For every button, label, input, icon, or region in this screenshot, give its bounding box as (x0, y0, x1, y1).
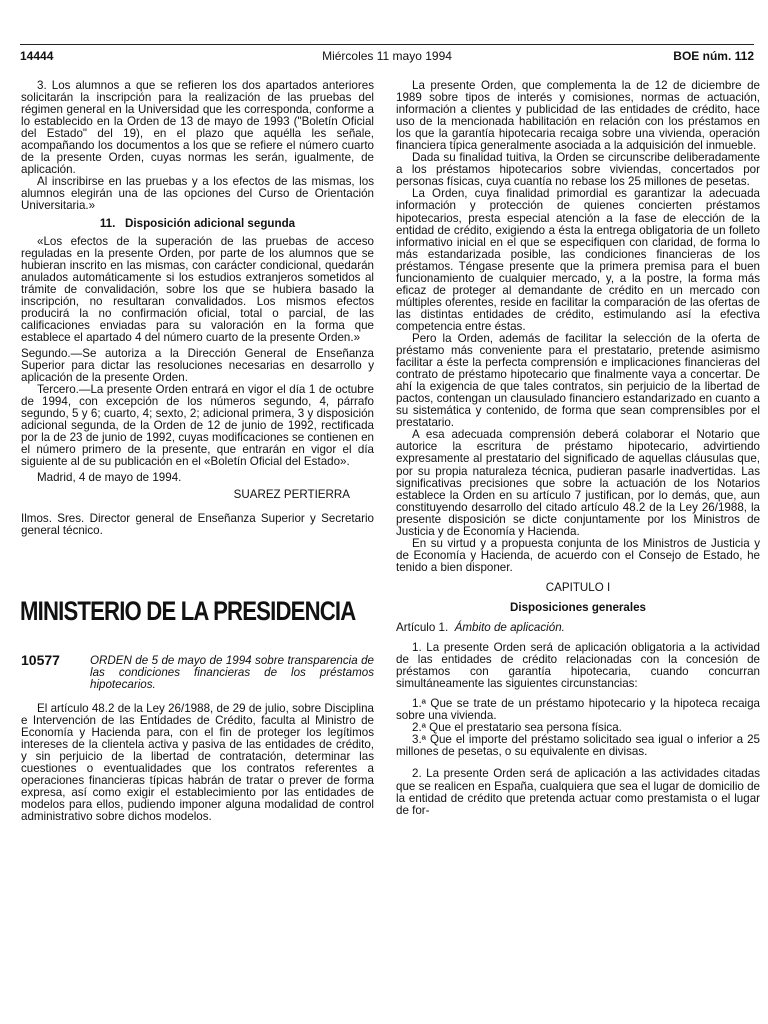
condition-item: 2.ª Que el prestatario sea persona física. (412, 721, 622, 735)
page-number: 14444 (20, 49, 54, 63)
section-number: 11. (99, 216, 116, 230)
order-number: 10577 (21, 651, 60, 668)
paragraph: La Orden, cuya finalidad primordial es garantizar la adecuada información y protección de quienes concierten préstamos hipotecarios, presta especial atención a la fase de elección de la entidad de crédito, exigiendo a ésta la entrega obligatoria de un folleto informativo inicial en el que se especifiquen con claridad, de forma lo más estandarizada posible, las condiciones financieras de los préstamos. Téngase presente que la primera premisa para el buen funcionamiento de cualquier mercado, y, a la postre, la forma más eficaz de proteger al demandante de crédito en un mercado con múltiples oferentes, reside en facilitar la comparación de las ofertas de las distintas entidades de crédito, estimulando así la efectiva competencia entre éstas. (396, 187, 760, 333)
left-column (21, 80, 374, 823)
paragraph: Tercero.—La presente Orden entrará en vigor el día 1 de octubre de 1994, con excepción de los números segundo, 4, párrafo segundo, 5 y 6; cuarto, 4; sexto, 2; adicional primera, 3 y disposición adicional segunda, de la Orden de 12 de junio de 1992, rectificada por la de 23 de junio de 1992, cuyas modificaciones se contienen en el número primero de la presente, que entrarán en vigor el día siguiente al de su publicación en el «Boletín Oficial del Estado». (21, 383, 374, 469)
ministry-heading: MINISTERIO DE LA PRESIDENCIA (20, 595, 356, 626)
paragraph: El artículo 48.2 de la Ley 26/1988, de 29 de julio, sobre Disciplina e Intervención de las Entidades de Crédito, faculta al Ministro de Economía y Hacienda para, con el fin de proteger los legítimos intereses de la clientela activa y pasiva de las entidades de crédito, y sin perjuicio de la libertad de contratación, determinar las cuestiones o eventualidades que los contratos referentes a operaciones financieras típicas habrán de tratar o prever de forma expresa, así como exigir el establecimiento por las entidades de modelos para ellos, pudiendo imponer alguna modalidad de control administrativo sobre dichos modelos. (21, 701, 374, 824)
order-heading (21, 651, 374, 691)
article-title: Ámbito de aplicación. (454, 621, 565, 635)
issue-date: Miércoles 11 mayo 1994 (322, 49, 452, 63)
bulletin-number: BOE núm. 112 (673, 49, 754, 63)
place-date: Madrid, 4 de mayo de 1994. (37, 471, 182, 485)
top-rule (20, 44, 754, 45)
paragraph: 3. Los alumnos a que se refieren los dos apartados anteriores solicitarán la inscripción para la realización de las pruebas del régimen general en la Universidad que les corresponda, conforme a lo establecido en la Orden de 13 de mayo de 1993 ("Boletín Oficial del Estado" del 19), en el plazo que aquélla les señale, acompañando los documentos a los que se refiere el número cuarto de la presente Orden, cuyas normas les serán, igualmente, de aplicación. (21, 79, 374, 177)
paragraph: «Los efectos de la superación de las pruebas de acceso reguladas en la presente Orden, por parte de los alumnos que se hubieran inscrito en las mismas, con carácter condicional, quedarán anulados automáticamente si los estudios extranjeros sometidos al trámite de convalidación, sobre los que se hubiera basado la inscripción, no resultaran convalidados. Los mismos efectos producirá la no confirmación oficial, total o parcial, de las calificaciones enviadas para su valoración en la forma que establece el apartado 4 del número cuarto de la presente Orden.» (21, 234, 374, 344)
article-label: Artículo 1. (396, 621, 449, 635)
paragraph: Al inscribirse en las pruebas y a los efectos de las mismas, los alumnos elegirán una de las opciones del Curso de Orientación Universitaria.» (21, 175, 374, 213)
paragraph: 1. La presente Orden será de aplicación obligatoria a la actividad de las entidades de crédito relacionadas con la concesión de préstamos con garantía hipotecaria, cuando concurran simultáneamente las siguientes circunstancias: (396, 641, 760, 691)
paragraph: 2. La presente Orden será de aplicación a las actividades citadas que se realicen en España, cualquiera que sea el lugar de domicilio de la entidad de crédito que pretenda actuar como prestamista o el lugar de for- (396, 767, 760, 817)
paragraph: Segundo.—Se autoriza a la Dirección General de Enseñanza Superior para dictar las resoluciones necesarias en desarrollo y aplicación de la presente Orden. (21, 346, 374, 385)
paragraph: Dada su finalidad tuitiva, la Orden se circunscribe deliberadamente a los préstamos hipotecarios sobre viviendas, concertados por personas físicas, cuya cuantía no rebase los 25 millones de pesetas. (396, 151, 760, 189)
order-title: ORDEN de 5 de mayo de 1994 sobre transparencia de las condiciones financieras de los préstamos hipotecarios. (90, 653, 374, 691)
condition-item: 1.ª Que se trate de un préstamo hipotecario y la hipoteca recaiga sobre una vivienda. (396, 697, 760, 723)
recipients: Ilmos. Sres. Director general de Enseñanza Superior y Secretario general técnico. (21, 511, 374, 537)
signature: SUAREZ PERTIERRA (233, 487, 350, 501)
right-column (396, 80, 760, 817)
article-heading (396, 622, 760, 634)
chapter-heading: CAPITULO I (545, 580, 611, 594)
paragraph: La presente Orden, que complementa la de 12 de diciembre de 1989 sobre tipos de interés y comisiones, normas de actuación, información a clientes y publicidad de las entidades de crédito, hace uso de la mencionada habilitación en relación con los préstamos en los que la garantía hipotecaria recaiga sobre una vivienda, operación financiera típica generalmente asociada a la adquisición del inmueble. (396, 79, 760, 153)
paragraph: Pero la Orden, además de facilitar la selección de la oferta de préstamo más conveniente para el prestatario, pretende asimismo facilitar a éste la perfecta comprensión e implicaciones financieras del contrato de préstamo hipotecario que finalmente vaya a concertar. De ahí la exigencia de que tales contratos, sin perjuicio de la libertad de pactos, contengan un clausulado financiero estandarizado en cuanto a su sistemática y contenido, de forma que sean comprensibles por el prestatario. (396, 331, 760, 430)
chapter-title: Disposiciones generales (510, 600, 646, 614)
paragraph: En su virtud y a propuesta conjunta de los Ministros de Justicia y de Economía y Hacienda, de acuerdo con el Consejo de Estado, he tenido a bien disponer. (396, 536, 760, 574)
page-header (20, 49, 754, 65)
section-title: Disposición adicional segunda (125, 216, 296, 230)
section-heading (21, 218, 374, 230)
paragraph: A esa adecuada comprensión deberá colaborar el Notario que autorice la escritura de préstamo hipotecario, advirtiendo expresamente al prestatario del significado de aquellas cláusulas que, por su propia naturaleza técnica, pudieran pasarle inadvertidas. Las significativas precisiones que sobre la actuación de los Notarios establece la Orden en su artículo 7 justifican, por lo demás, que, aun constituyendo desarrollo del citado artículo 48.2 de la Ley 26/1988, la presente disposición se dicte conjuntamente por los Ministros de Justicia y de Economía y Hacienda. (396, 428, 760, 538)
condition-item: 3.ª Que el importe del préstamo solicitado sea igual o inferior a 25 millones de pesetas, o su equivalente en divisas. (396, 733, 760, 759)
